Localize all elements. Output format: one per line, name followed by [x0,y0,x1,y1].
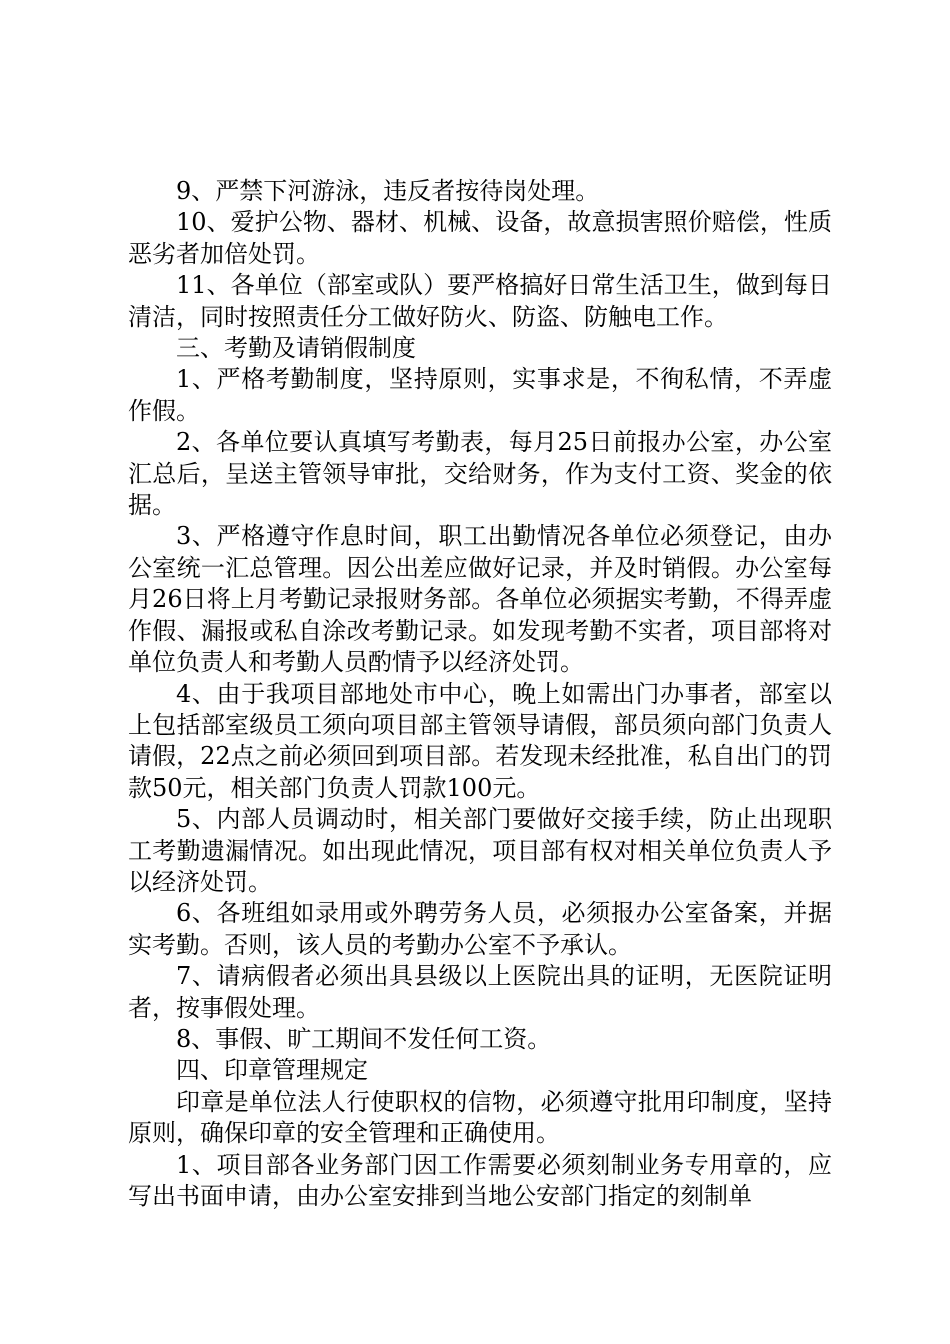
paragraph-attendance-3: 3、严格遵守作息时间，职工出勤情况各单位必须登记，由办公室统一汇总管理。因公出差应做好记录，并及时销假。办公室每月26日将上月考勤记录报财务部。各单位必须据实考勤，不得弄虚作假、漏报或私自涂改考勤记录。如发现考勤不实者，项目部将对单位负责人和考勤人员酌情予以经济处罚。 [128,522,832,677]
paragraph-attendance-4: 4、由于我项目部地处市中心，晚上如需出门办事者，部室以上包括部室级员工须向项目部主管领导请假，部员须向部门负责人请假，22点之前必须回到项目部。若发现未经批准，私自出门的罚款50元，相关部门负责人罚款100元。 [128,679,832,802]
section-heading-attendance: 三、考勤及请销假制度 [176,334,416,363]
paragraph-attendance-2: 2、各单位要认真填写考勤表，每月25日前报办公室，办公室汇总后，呈送主管领导审批，交给财务，作为支付工资、奖金的依据。 [128,428,832,520]
paragraph-attendance-8: 8、事假、旷工期间不发任何工资。 [176,1024,552,1053]
paragraph-rule-9: 9、严禁下河游泳，违反者按待岗处理。 [176,177,600,205]
paragraph-seal-1: 1、项目部各业务部门因工作需要必须刻制业务专用章的，应写出书面申请，由办公室安排到当地公安部门指定的刻制单 [128,1150,832,1210]
paragraph-attendance-6: 6、各班组如录用或外聘劳务人员，必须报办公室备案，并据实考勤。否则，该人员的考勤办公室不予承认。 [128,899,832,959]
paragraph-attendance-5: 5、内部人员调动时，相关部门要做好交接手续，防止出现职工考勤遗漏情况。如出现此情况，项目部有权对相关单位负责人予以经济处罚。 [128,805,832,896]
paragraph-rule-10: 10、爱护公物、器材、机械、设备，故意损害照价赔偿，性质恶劣者加倍处罚。 [128,208,832,268]
paragraph-attendance-7: 7、请病假者必须出具县级以上医院出具的证明，无医院证明者，按事假处理。 [128,962,832,1022]
section-heading-seal: 四、印章管理规定 [176,1056,368,1085]
paragraph-seal-intro: 印章是单位法人行使职权的信物，必须遵守批用印制度，坚持原则，确保印章的安全管理和正确使用。 [128,1087,832,1148]
paragraph-attendance-1: 1、严格考勤制度，坚持原则，实事求是，不徇私情，不弄虚作假。 [128,365,832,425]
paragraph-rule-11: 11、各单位（部室或队）要严格搞好日常生活卫生，做到每日清洁，同时按照责任分工做好防火、防盗、防触电工作。 [128,271,832,331]
document-body [128,176,832,1212]
